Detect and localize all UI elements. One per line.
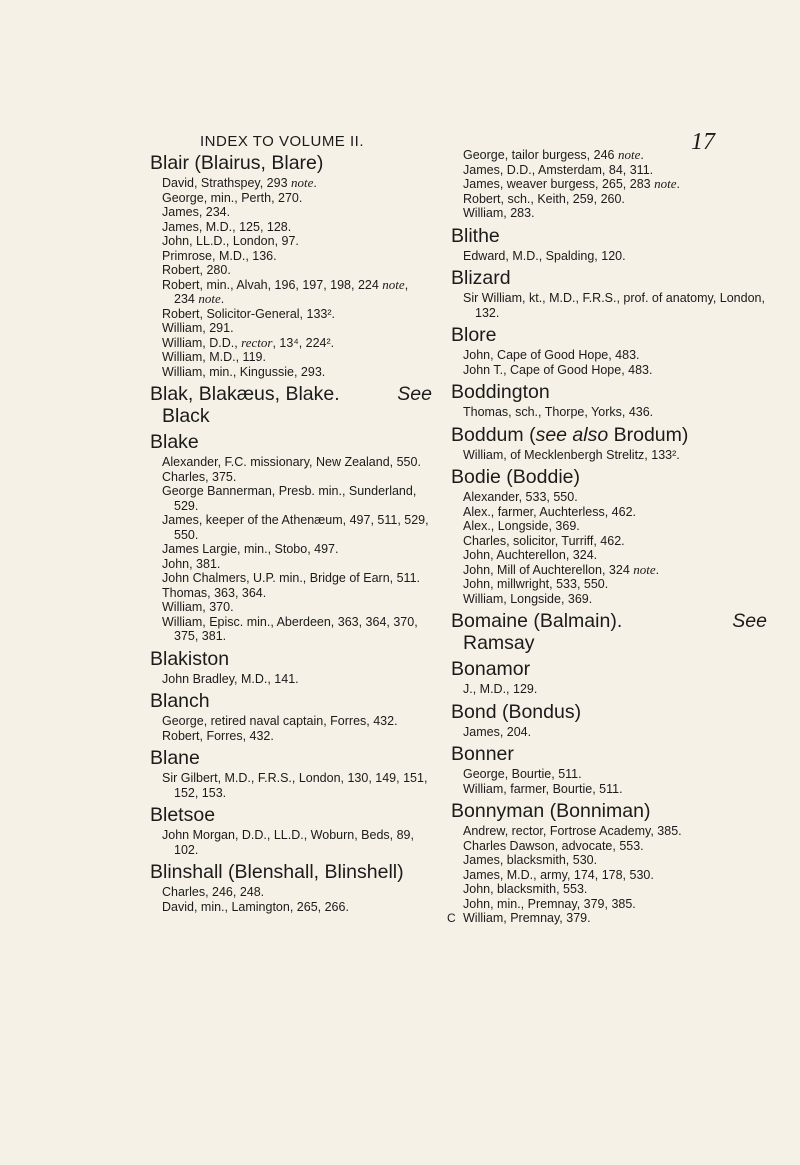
surname-heading: Bletsoe	[150, 804, 216, 826]
index-item: Charles, solicitor, Turriff, 462.	[463, 533, 625, 548]
italic-word: note	[198, 291, 221, 306]
index-item: William, farmer, Bourtie, 511.	[463, 781, 623, 796]
see-reference: See	[732, 610, 767, 632]
index-item: George Bannerman, Presb. min., Sunderland, 529.	[162, 484, 417, 513]
index-entry	[451, 610, 767, 654]
index-item: Alexander, 533, 550.	[463, 490, 578, 504]
index-column-right	[451, 148, 767, 926]
index-entry	[451, 424, 767, 463]
index-item: Robert, 280.	[162, 263, 231, 277]
index-item: John, min., Premnay, 379, 385.	[463, 896, 636, 911]
index-item: William, of Mecklenbergh Strelitz, 133².	[463, 447, 680, 462]
index-item: James, M.D., army, 174, 178, 530.	[463, 867, 654, 882]
page-number: 17	[691, 129, 715, 155]
index-item: Edward, M.D., Spalding, 120.	[463, 248, 626, 263]
index-entry	[451, 800, 767, 926]
index-item: James, weaver burgess, 265, 283 note.	[463, 176, 680, 191]
index-item: George, tailor burgess, 246 note.	[463, 147, 644, 162]
italic-word: rector	[241, 334, 273, 350]
index-entry	[150, 747, 432, 800]
index-item: James, D.D., Amsterdam, 84, 311.	[463, 162, 654, 177]
surname-heading: Boddum (see also Brodum)	[451, 423, 689, 446]
surname-heading: Blinshall (Blenshall, Blinshell)	[150, 861, 404, 883]
index-item: John, Cape of Good Hope, 483.	[463, 348, 640, 362]
index-item: Alex., farmer, Auchterless, 462.	[463, 504, 636, 519]
italic-word: note	[291, 175, 314, 190]
index-column-left	[150, 148, 432, 914]
index-item: James, M.D., 125, 128.	[162, 219, 292, 234]
see-reference: See	[397, 383, 432, 405]
surname-heading: Blak, Blakæus, Blake. See Black	[150, 383, 432, 427]
index-item: Charles, 246, 248.	[162, 885, 265, 899]
index-item: Robert, min., Alvah, 196, 197, 198, 224 note, 234 note.	[162, 276, 409, 306]
index-entry	[451, 324, 767, 377]
surname-heading: Blanch	[150, 690, 210, 712]
italic-word: note	[617, 147, 641, 162]
index-item: John, Mill of Auchterellon, 324 note.	[463, 561, 660, 577]
signature-mark: C	[447, 911, 456, 925]
index-item: William, 291.	[162, 321, 234, 335]
index-item: Thomas, 363, 364.	[162, 585, 267, 600]
index-item: William, D.D., rector, 13⁴, 224².	[162, 334, 335, 350]
index-item: John Morgan, D.D., LL.D., Woburn, Beds, 89, 102.	[162, 828, 414, 857]
index-item: James Largie, min., Stobo, 497.	[162, 542, 339, 556]
surname-heading: Boddington	[451, 381, 550, 403]
index-item: Robert, Forres, 432.	[162, 728, 274, 743]
index-item: John Bradley, M.D., 141.	[162, 671, 299, 686]
index-entry	[150, 804, 432, 857]
header-title: INDEX TO VOLUME II.	[200, 133, 364, 150]
index-item: William, Premnay, 379.	[463, 911, 591, 925]
index-item: John, Auchterellon, 324.	[463, 548, 598, 562]
index-item: John T., Cape of Good Hope, 483.	[463, 362, 653, 377]
index-entry	[451, 743, 767, 796]
index-item: John, blacksmith, 553.	[463, 882, 588, 896]
italic-word: note	[654, 176, 677, 191]
index-item: Charles, 375.	[162, 469, 237, 484]
index-item: James, keeper of the Athenæum, 497, 511, 529, 550.	[162, 513, 429, 542]
index-entry	[451, 658, 767, 697]
index-item: George, min., Perth, 270.	[162, 190, 303, 205]
index-item: Andrew, rector, Fortrose Academy, 385.	[463, 824, 682, 838]
index-item: Robert, sch., Keith, 259, 260.	[463, 191, 625, 206]
index-item: Alexander, F.C. missionary, New Zealand, 550.	[162, 455, 421, 469]
index-item: William, 283.	[463, 206, 535, 220]
index-item: James, blacksmith, 530.	[463, 853, 598, 867]
surname-heading: Bonnyman (Bonniman)	[451, 800, 651, 822]
index-entry	[451, 381, 767, 420]
index-item: Sir William, kt., M.D., F.R.S., prof. of anatomy, London, 132.	[463, 291, 765, 320]
index-item: David, min., Lamington, 265, 266.	[162, 899, 349, 914]
index-item: George, Bourtie, 511.	[463, 767, 582, 781]
index-item: James, 204.	[463, 724, 532, 739]
index-item: Charles Dawson, advocate, 553.	[463, 838, 644, 853]
index-entry	[451, 701, 767, 740]
index-item: George, retired naval captain, Forres, 432.	[162, 714, 398, 728]
index-entry	[150, 648, 432, 687]
index-entry	[451, 148, 767, 221]
index-entry	[150, 383, 432, 427]
see-target: Ramsay	[463, 632, 535, 654]
surname-heading: Blizard	[451, 267, 511, 289]
surname-heading: Bonamor	[451, 658, 531, 680]
index-item: John, 381.	[162, 556, 221, 571]
italic-word: note	[382, 276, 405, 292]
index-item: Robert, Solicitor-General, 133².	[162, 306, 335, 321]
index-item: Primrose, M.D., 136.	[162, 248, 277, 263]
see-target: Black	[162, 405, 210, 427]
italic-word: note	[633, 561, 656, 577]
surname-heading: Blake	[150, 431, 199, 453]
surname-heading: Bonner	[451, 743, 514, 765]
index-item: John, LL.D., London, 97.	[162, 234, 299, 248]
surname-heading: Blakiston	[150, 647, 230, 670]
index-item: John, millwright, 533, 550.	[463, 577, 609, 591]
surname-heading: Blane	[150, 747, 200, 769]
surname-heading: Bodie (Boddie)	[451, 466, 580, 488]
index-item: William, 370.	[162, 600, 234, 614]
index-entry	[451, 466, 767, 606]
index-item: Alex., Longside, 369.	[463, 519, 580, 533]
index-item: William, min., Kingussie, 293.	[162, 364, 326, 379]
index-entry	[150, 431, 432, 644]
index-item: William, Episc. min., Aberdeen, 363, 364, 370, 375, 381.	[162, 614, 418, 643]
index-item: Sir Gilbert, M.D., F.R.S., London, 130, 149, 151, 152, 153.	[162, 771, 428, 800]
surname-heading: Bond (Bondus)	[451, 700, 582, 723]
index-item: Thomas, sch., Thorpe, Yorks, 436.	[463, 405, 654, 419]
index-item: John Chalmers, U.P. min., Bridge of Earn, 511.	[162, 571, 420, 585]
index-item: David, Strathspey, 293 note.	[162, 175, 317, 190]
see-also-note: (see also Brodum)	[529, 423, 689, 446]
index-entry	[150, 861, 432, 914]
index-item: William, M.D., 119.	[162, 350, 266, 364]
index-item: James, 234.	[162, 205, 231, 219]
surname-heading: Blore	[451, 324, 497, 346]
index-item: William, Longside, 369.	[463, 591, 593, 606]
surname-heading: Bomaine (Balmain). See Ramsay	[451, 610, 767, 654]
surname-heading: Blair (Blairus, Blare)	[150, 152, 324, 174]
surname-heading: Blithe	[451, 224, 500, 247]
index-entry	[451, 267, 767, 320]
index-item: J., M.D., 129.	[463, 682, 538, 696]
index-entry	[150, 152, 432, 379]
index-entry	[150, 690, 432, 743]
index-entry	[451, 225, 767, 264]
